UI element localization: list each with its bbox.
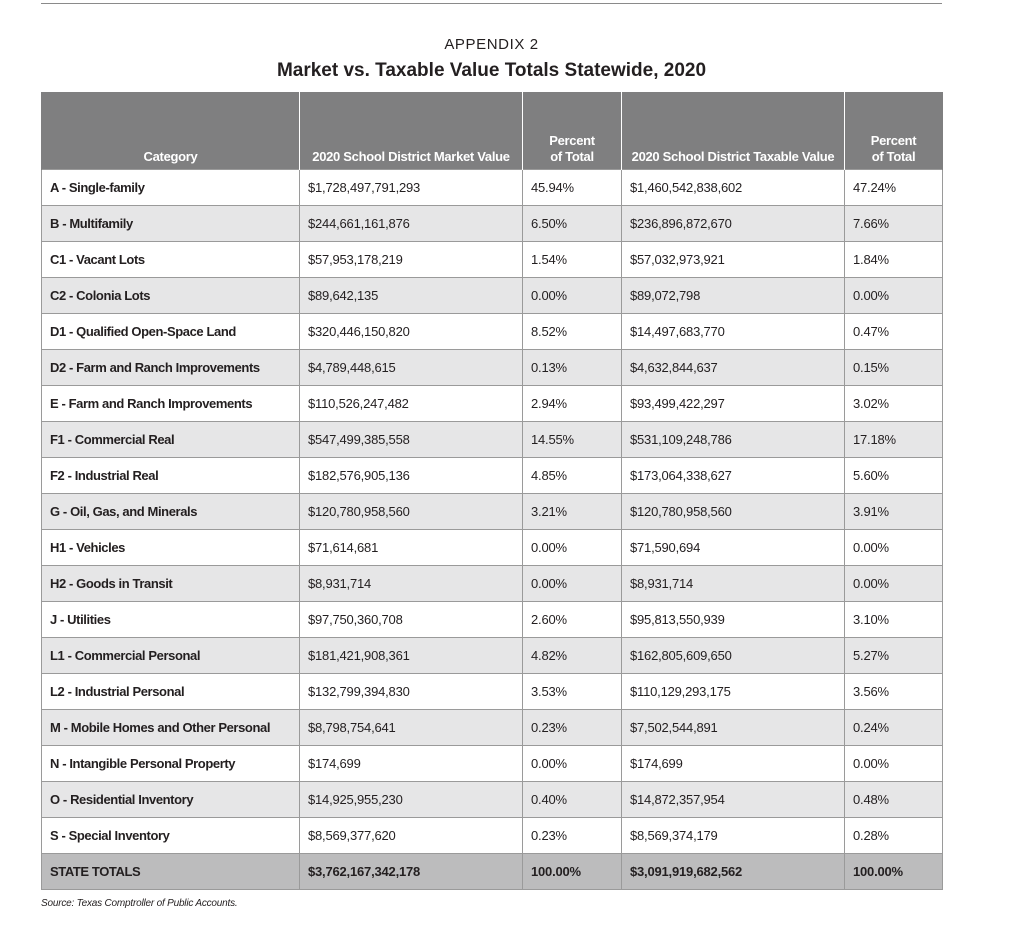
cell-market-value: $4,789,448,615: [300, 350, 523, 386]
cell-category: L2 - Industrial Personal: [42, 674, 300, 710]
table-row: [42, 458, 943, 494]
cell-market-percent: 2.94%: [523, 386, 622, 422]
cell-taxable-value: $7,502,544,891: [622, 710, 845, 746]
cell-market-value: $97,750,360,708: [300, 602, 523, 638]
table-row: [42, 602, 943, 638]
totals-market-value: $3,762,167,342,178: [300, 854, 523, 890]
cell-category: F2 - Industrial Real: [42, 458, 300, 494]
cell-taxable-value: $236,896,872,670: [622, 206, 845, 242]
cell-market-percent: 8.52%: [523, 314, 622, 350]
cell-taxable-value: $57,032,973,921: [622, 242, 845, 278]
cell-taxable-value: $89,072,798: [622, 278, 845, 314]
cell-market-value: $110,526,247,482: [300, 386, 523, 422]
appendix-label: APPENDIX 2: [444, 36, 539, 53]
cell-market-percent: 45.94%: [523, 170, 622, 206]
cell-taxable-percent: 0.15%: [845, 350, 943, 386]
table-body: [42, 170, 943, 854]
cell-market-value: $8,798,754,641: [300, 710, 523, 746]
cell-market-value: $320,446,150,820: [300, 314, 523, 350]
cell-taxable-percent: 0.00%: [845, 530, 943, 566]
cell-taxable-value: $71,590,694: [622, 530, 845, 566]
cell-taxable-value: $1,460,542,838,602: [622, 170, 845, 206]
column-header-market-value: 2020 School District Market Value: [300, 92, 523, 170]
table-row: [42, 170, 943, 206]
cell-market-percent: 0.23%: [523, 710, 622, 746]
cell-market-value: $1,728,497,791,293: [300, 170, 523, 206]
table-row: [42, 710, 943, 746]
cell-taxable-percent: 0.00%: [845, 746, 943, 782]
table-row: [42, 530, 943, 566]
cell-taxable-percent: 3.10%: [845, 602, 943, 638]
top-divider-rule: [41, 3, 942, 4]
cell-category: H2 - Goods in Transit: [42, 566, 300, 602]
cell-market-value: $8,569,377,620: [300, 818, 523, 854]
cell-market-percent: 0.00%: [523, 530, 622, 566]
cell-taxable-value: $173,064,338,627: [622, 458, 845, 494]
cell-category: D1 - Qualified Open-Space Land: [42, 314, 300, 350]
cell-taxable-percent: 5.60%: [845, 458, 943, 494]
cell-category: C1 - Vacant Lots: [42, 242, 300, 278]
table-row: [42, 782, 943, 818]
cell-market-value: $182,576,905,136: [300, 458, 523, 494]
cell-category: B - Multifamily: [42, 206, 300, 242]
totals-taxable-value: $3,091,919,682,562: [622, 854, 845, 890]
cell-taxable-value: $174,699: [622, 746, 845, 782]
cell-taxable-percent: 7.66%: [845, 206, 943, 242]
cell-category: L1 - Commercial Personal: [42, 638, 300, 674]
column-header-category: Category: [42, 92, 300, 170]
cell-taxable-percent: 0.24%: [845, 710, 943, 746]
cell-category: J - Utilities: [42, 602, 300, 638]
cell-taxable-value: $531,109,248,786: [622, 422, 845, 458]
cell-market-percent: 6.50%: [523, 206, 622, 242]
cell-taxable-percent: 0.47%: [845, 314, 943, 350]
cell-category: A - Single-family: [42, 170, 300, 206]
cell-taxable-percent: 3.91%: [845, 494, 943, 530]
cell-taxable-percent: 0.00%: [845, 566, 943, 602]
cell-market-percent: 14.55%: [523, 422, 622, 458]
cell-taxable-percent: 0.28%: [845, 818, 943, 854]
cell-taxable-percent: 47.24%: [845, 170, 943, 206]
table-header-row: [42, 92, 943, 170]
cell-market-percent: 3.21%: [523, 494, 622, 530]
cell-taxable-value: $162,805,609,650: [622, 638, 845, 674]
cell-taxable-percent: 17.18%: [845, 422, 943, 458]
cell-category: H1 - Vehicles: [42, 530, 300, 566]
table-row: [42, 638, 943, 674]
cell-category: S - Special Inventory: [42, 818, 300, 854]
table-row: [42, 674, 943, 710]
cell-category: G - Oil, Gas, and Minerals: [42, 494, 300, 530]
cell-taxable-value: $4,632,844,637: [622, 350, 845, 386]
cell-taxable-value: $14,497,683,770: [622, 314, 845, 350]
cell-market-value: $244,661,161,876: [300, 206, 523, 242]
table-row: [42, 206, 943, 242]
cell-market-percent: 0.40%: [523, 782, 622, 818]
cell-market-percent: 0.00%: [523, 278, 622, 314]
cell-category: C2 - Colonia Lots: [42, 278, 300, 314]
totals-row: [42, 854, 943, 890]
column-header-taxable-value: 2020 School District Taxable Value: [622, 92, 845, 170]
totals-label: STATE TOTALS: [42, 854, 300, 890]
cell-market-value: $8,931,714: [300, 566, 523, 602]
table-row: [42, 278, 943, 314]
cell-market-percent: 0.13%: [523, 350, 622, 386]
cell-category: F1 - Commercial Real: [42, 422, 300, 458]
table-row: [42, 242, 943, 278]
table-row: [42, 350, 943, 386]
cell-market-value: $120,780,958,560: [300, 494, 523, 530]
cell-market-percent: 0.23%: [523, 818, 622, 854]
cell-market-percent: 3.53%: [523, 674, 622, 710]
table-row: [42, 746, 943, 782]
cell-category: N - Intangible Personal Property: [42, 746, 300, 782]
cell-market-value: $57,953,178,219: [300, 242, 523, 278]
cell-market-percent: 0.00%: [523, 566, 622, 602]
source-note: Source: Texas Comptroller of Public Accounts.: [41, 898, 238, 909]
cell-category: O - Residential Inventory: [42, 782, 300, 818]
cell-market-percent: 1.54%: [523, 242, 622, 278]
cell-market-value: $71,614,681: [300, 530, 523, 566]
cell-taxable-percent: 0.00%: [845, 278, 943, 314]
cell-market-percent: 0.00%: [523, 746, 622, 782]
cell-taxable-percent: 3.02%: [845, 386, 943, 422]
cell-market-value: $547,499,385,558: [300, 422, 523, 458]
page-title: Market vs. Taxable Value Totals Statewide, 2020: [276, 60, 707, 81]
cell-taxable-percent: 1.84%: [845, 242, 943, 278]
cell-market-value: $132,799,394,830: [300, 674, 523, 710]
cell-market-value: $14,925,955,230: [300, 782, 523, 818]
column-header-market-percent: Percent of Total: [523, 92, 622, 170]
cell-taxable-value: $8,569,374,179: [622, 818, 845, 854]
cell-taxable-percent: 5.27%: [845, 638, 943, 674]
cell-market-value: $181,421,908,361: [300, 638, 523, 674]
cell-category: M - Mobile Homes and Other Personal: [42, 710, 300, 746]
market-taxable-value-table: [41, 92, 943, 890]
cell-taxable-value: $93,499,422,297: [622, 386, 845, 422]
cell-market-percent: 4.85%: [523, 458, 622, 494]
cell-category: E - Farm and Ranch Improvements: [42, 386, 300, 422]
cell-taxable-percent: 3.56%: [845, 674, 943, 710]
table-row: [42, 494, 943, 530]
cell-taxable-value: $14,872,357,954: [622, 782, 845, 818]
table-row: [42, 386, 943, 422]
table-row: [42, 818, 943, 854]
cell-market-percent: 4.82%: [523, 638, 622, 674]
table-row: [42, 566, 943, 602]
table-row: [42, 422, 943, 458]
cell-category: D2 - Farm and Ranch Improvements: [42, 350, 300, 386]
cell-market-value: $174,699: [300, 746, 523, 782]
column-header-taxable-percent: Percent of Total: [845, 92, 943, 170]
cell-taxable-value: $110,129,293,175: [622, 674, 845, 710]
cell-taxable-value: $95,813,550,939: [622, 602, 845, 638]
table-row: [42, 314, 943, 350]
totals-taxable-percent: 100.00%: [845, 854, 943, 890]
cell-market-value: $89,642,135: [300, 278, 523, 314]
cell-taxable-percent: 0.48%: [845, 782, 943, 818]
cell-taxable-value: $120,780,958,560: [622, 494, 845, 530]
cell-taxable-value: $8,931,714: [622, 566, 845, 602]
cell-market-percent: 2.60%: [523, 602, 622, 638]
totals-market-percent: 100.00%: [523, 854, 622, 890]
